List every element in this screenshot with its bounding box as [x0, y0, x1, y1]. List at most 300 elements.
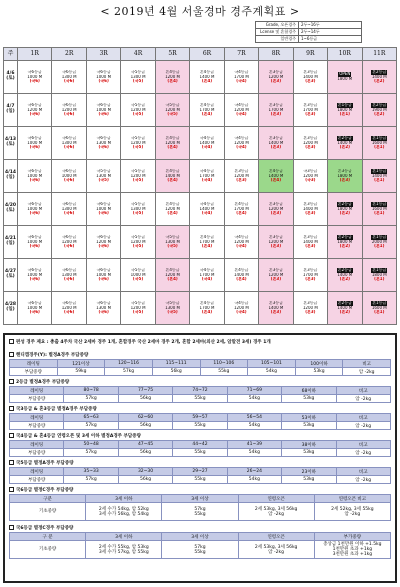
race-cell[interactable] [259, 160, 293, 193]
race-grade: 국6등급 [27, 268, 42, 273]
race-detail: 1900 M [371, 107, 387, 112]
section-heading: 국5등급 별정A경주 부담중량 [9, 460, 74, 466]
race-date: 4/28 (일) [4, 292, 18, 325]
table-cell: 총상금 1천만원 이하 +1.5kg 1천만원 초과 +1kg 3천만원 초과 +1kg [314, 541, 390, 559]
race-detail: (국6) [64, 79, 75, 84]
legend-label: Grade, 오픈경주 [256, 22, 299, 29]
race-cell[interactable] [328, 292, 362, 325]
race-cell[interactable] [121, 61, 155, 94]
race-detail: (혼4) [270, 178, 282, 183]
race-cell[interactable] [18, 292, 52, 325]
section-heading: 국3등급 & 혼3등급 별정A경주 부담중량 [9, 406, 97, 412]
table-header-cell: 레이팅 [10, 360, 58, 368]
table-cell: 부담중량 [10, 449, 64, 457]
race-detail: (혼4) [201, 310, 213, 315]
race-cell[interactable] [328, 226, 362, 259]
race-cell[interactable] [362, 259, 396, 292]
race-detail: (혼3) [305, 211, 316, 216]
table-header-cell: 38이하 [282, 441, 336, 449]
race-cell[interactable] [293, 94, 327, 127]
race-detail: (국6) [98, 112, 109, 117]
race-cell[interactable] [293, 259, 327, 292]
race-grade: 혼3등급 [303, 70, 318, 75]
race-cell[interactable] [259, 259, 293, 292]
race-detail: 1700 M [199, 239, 215, 244]
table-header-cell: 3세 이상 [162, 495, 238, 503]
race-detail: (국6) [98, 310, 109, 315]
schedule-row [4, 292, 397, 325]
race-cell[interactable] [224, 226, 258, 259]
table-cell: 56kg [118, 476, 172, 484]
race-grade: 국5등급 [131, 169, 146, 174]
race-cell[interactable] [190, 61, 224, 94]
table-header-cell: 32~30 [118, 468, 172, 476]
race-grade: 국6등급 [96, 235, 111, 240]
race-detail: (혼3) [305, 112, 316, 117]
race-cell[interactable] [293, 292, 327, 325]
schedule-header-row [4, 48, 397, 61]
table-cell: 57kg [64, 476, 118, 484]
race-grade: 국5등급 [131, 202, 146, 207]
race-grade: 혼1등급 [372, 301, 387, 306]
table-header-cell: 레이팅 [10, 441, 64, 449]
race-detail: (혼4) [201, 112, 213, 117]
race-cell[interactable] [121, 160, 155, 193]
race-cell[interactable] [362, 292, 396, 325]
race-cell[interactable] [362, 127, 396, 160]
column-header: 9R [293, 48, 327, 61]
race-cell[interactable] [86, 94, 120, 127]
schedule-row [4, 226, 397, 259]
race-detail: (국6) [64, 112, 75, 117]
table-cell: 기초중량 [10, 503, 86, 521]
race-detail: 1600 M [371, 206, 387, 211]
race-detail: (국6) [29, 79, 40, 84]
weight-table [9, 359, 391, 376]
race-detail: 1400 M [199, 140, 215, 145]
race-detail: (혼3) [270, 244, 282, 249]
race-detail: 1800 M [337, 77, 353, 81]
race-cell[interactable] [328, 193, 362, 226]
race-grade: 국6등급 [96, 136, 111, 141]
legend-label: Lcense 및 혼합경주 [256, 29, 299, 36]
race-detail: (국6) [98, 145, 109, 150]
race-grade: OPEN [339, 72, 351, 77]
race-cell[interactable] [121, 292, 155, 325]
race-grade: 국6등급 [62, 136, 77, 141]
race-detail: 1700 M [199, 272, 215, 277]
schedule-row [4, 160, 397, 193]
race-detail: (혼1) [374, 277, 385, 282]
race-cell[interactable] [155, 127, 189, 160]
race-cell[interactable] [121, 94, 155, 127]
race-detail: 1300 M [165, 239, 180, 244]
race-cell[interactable] [121, 259, 155, 292]
race-detail: 1000 M [27, 272, 43, 277]
column-header: 6R [190, 48, 224, 61]
race-detail: (국6) [98, 79, 109, 84]
race-grade: 혼3등급 [303, 103, 318, 108]
race-detail: (혼4) [201, 79, 213, 84]
legend-value: 2두~14두 [299, 29, 362, 36]
race-grade: 국6등급 [27, 169, 42, 174]
race-grade: 국6등급 [96, 202, 111, 207]
race-detail: 1000 M [27, 305, 43, 310]
race-detail: (국4) [236, 244, 247, 249]
race-cell[interactable] [52, 292, 86, 325]
race-detail: 1700 M [233, 206, 249, 211]
race-grade: 혼3등급 [303, 136, 318, 141]
race-cell[interactable] [121, 226, 155, 259]
race-date: 4/7 (일) [4, 94, 18, 127]
race-cell[interactable] [224, 292, 258, 325]
race-cell[interactable] [190, 226, 224, 259]
race-detail: 1000 M [27, 74, 43, 79]
race-detail: 1600 M [371, 305, 387, 310]
race-cell[interactable] [18, 94, 52, 127]
race-detail: 1700 M [302, 272, 318, 277]
race-detail: 1300 M [61, 272, 77, 277]
race-cell[interactable] [86, 226, 120, 259]
race-cell[interactable] [52, 127, 86, 160]
race-detail: 1200 M [130, 305, 146, 310]
race-cell[interactable] [52, 259, 86, 292]
race-cell[interactable] [18, 259, 52, 292]
race-grade: 국4등급 [199, 169, 215, 174]
race-grade: 국4등급 [234, 70, 249, 75]
race-detail: (혼1) [374, 178, 385, 183]
race-cell[interactable] [190, 160, 224, 193]
race-grade: 혼3등급 [268, 301, 283, 306]
race-grade: 혼2등급 [337, 268, 352, 273]
table-cell: 57kg 55kg [162, 541, 238, 559]
race-cell[interactable] [121, 127, 155, 160]
table-header-cell: 3세 이하 [86, 495, 162, 503]
race-detail: 1200 M [233, 173, 249, 178]
table-header-cell: 105~101 [248, 360, 296, 368]
column-header: 8R [259, 48, 293, 61]
race-detail: 1400 M [268, 173, 284, 178]
race-cell[interactable] [121, 193, 155, 226]
race-cell[interactable] [259, 226, 293, 259]
race-detail: (국6) [29, 277, 40, 282]
race-cell[interactable] [328, 127, 362, 160]
race-cell[interactable] [362, 61, 396, 94]
table-cell: 55kg [200, 368, 248, 376]
race-cell[interactable] [155, 193, 189, 226]
race-cell[interactable] [52, 193, 86, 226]
race-cell[interactable] [18, 127, 52, 160]
race-detail: (혼1) [374, 310, 385, 315]
race-grade: 혼4등급 [165, 268, 180, 273]
page-title: < 2019년 4월 서울경마 경주계획표 > [100, 5, 300, 18]
table-cell: 54kg [248, 368, 296, 376]
table-cell: 부담중량 [10, 368, 58, 376]
race-grade: 국5등급 [131, 301, 146, 306]
table-header-cell: 3세 이상 [162, 533, 238, 541]
table-header-cell: 41~39 [227, 441, 281, 449]
table-cell: 56kg [118, 395, 172, 403]
race-cell[interactable] [52, 226, 86, 259]
race-cell[interactable] [52, 61, 86, 94]
race-grade: 혼2등급 [337, 202, 352, 207]
race-date: 4/6 (토) [4, 61, 18, 94]
race-cell[interactable] [18, 160, 52, 193]
race-cell[interactable] [86, 61, 120, 94]
race-cell[interactable] [362, 226, 396, 259]
table-header-cell: 77~75 [118, 387, 172, 395]
column-header: 주 [4, 48, 18, 61]
race-detail: 1000 M [130, 272, 146, 277]
table-cell: 2세 53kg, 3세 56kg 암 -2kg [238, 503, 314, 521]
race-cell[interactable] [328, 160, 362, 193]
race-cell[interactable] [328, 94, 362, 127]
race-detail: (혼4) [201, 244, 213, 249]
table-header-cell: 비고 [336, 414, 390, 422]
table-cell: 기초중량 [10, 541, 86, 559]
race-cell[interactable] [190, 292, 224, 325]
table-cell: 55kg [173, 395, 227, 403]
race-detail: (혼4) [167, 277, 178, 282]
race-cell[interactable] [86, 193, 120, 226]
race-detail: 1400 M [371, 173, 387, 178]
race-detail: (국6) [64, 310, 75, 315]
schedule-row [4, 193, 397, 226]
race-detail: 1300 M [130, 74, 146, 79]
race-cell[interactable] [86, 292, 120, 325]
race-detail: 1400 M [302, 239, 318, 244]
race-detail: 1200 M [302, 173, 318, 178]
race-detail: 1200 M [233, 305, 249, 310]
race-cell[interactable] [224, 61, 258, 94]
race-date: 4/14 (일) [4, 160, 18, 193]
race-cell[interactable] [259, 94, 293, 127]
race-detail: (국5) [167, 310, 178, 315]
race-grade: 혼1등급 [372, 169, 387, 174]
race-cell[interactable] [259, 127, 293, 160]
race-grade: 혼4등급 [234, 268, 249, 273]
race-cell[interactable] [18, 193, 52, 226]
race-cell[interactable] [362, 160, 396, 193]
race-grade: 혼3등급 [268, 202, 283, 207]
table-header-cell: 구 분 [10, 533, 86, 541]
race-cell[interactable] [155, 226, 189, 259]
race-grade: 혼3등급 [303, 301, 318, 306]
race-detail: 1200 M [233, 107, 249, 112]
race-cell[interactable] [155, 292, 189, 325]
race-cell[interactable] [224, 259, 258, 292]
race-cell[interactable] [293, 127, 327, 160]
table-cell: 2세 53kg, 3세 56kg 암 -2kg [238, 541, 314, 559]
race-cell[interactable] [155, 259, 189, 292]
race-cell[interactable] [259, 193, 293, 226]
race-cell[interactable] [224, 94, 258, 127]
race-detail: 1300 M [165, 305, 180, 310]
race-grade: 국5등급 [131, 235, 146, 240]
race-detail: 1400 M [233, 272, 249, 277]
race-detail: (혼2) [339, 244, 350, 249]
race-cell[interactable] [190, 94, 224, 127]
table-cell: 55kg [173, 476, 227, 484]
legend-label: 일반경주 [256, 36, 299, 43]
table-header-cell: 연령오픈 [238, 533, 314, 541]
table-header-cell: 29~27 [173, 468, 227, 476]
race-detail: (혼1) [374, 244, 385, 249]
race-cell[interactable] [155, 61, 189, 94]
race-detail: (국4) [201, 211, 213, 216]
race-detail: 1300 M [61, 140, 77, 145]
race-cell[interactable] [190, 127, 224, 160]
race-detail: (혼4) [167, 211, 178, 216]
race-detail: 1200 M [61, 107, 77, 112]
race-cell[interactable] [259, 292, 293, 325]
race-grade: 혼1등급 [372, 202, 387, 207]
race-cell[interactable] [86, 160, 120, 193]
race-cell[interactable] [224, 127, 258, 160]
race-schedule-table [3, 47, 397, 325]
table-cell: 부담중량 [10, 395, 64, 403]
table-header-cell: 레이팅 [10, 468, 64, 476]
race-cell[interactable] [328, 61, 362, 94]
race-detail: (국6) [64, 244, 75, 249]
race-cell[interactable] [18, 61, 52, 94]
legend-value: 2두~16두 [299, 22, 362, 29]
race-detail: (국5) [132, 79, 144, 84]
race-detail: (혼3) [270, 277, 282, 282]
race-grade: 혼2등급 [372, 70, 387, 75]
table-cell: 56kg [152, 368, 200, 376]
table-cell: 55kg [173, 449, 227, 457]
race-grade: 국6등급 [96, 70, 111, 75]
race-detail: (국6) [98, 211, 109, 216]
race-cell[interactable] [362, 193, 396, 226]
race-detail: 1700 M [233, 74, 249, 79]
race-detail: (혼3) [270, 145, 282, 150]
section-heading: 국4등급 & 혼4등급 연령오픈 및 3세 이하 별정A경주 부담중량 [9, 433, 141, 439]
race-detail: 1200 M [268, 206, 284, 211]
race-cell[interactable] [293, 193, 327, 226]
race-cell[interactable] [18, 226, 52, 259]
table-header-cell: 부가중량 [314, 533, 390, 541]
race-detail: 1200 M [302, 140, 318, 145]
race-grade: 혼4등급 [199, 301, 215, 306]
race-date: 4/20 (토) [4, 193, 18, 226]
race-detail: (혼4) [236, 277, 247, 282]
race-grade: 혼4등급 [199, 235, 215, 240]
race-detail: 1600 M [371, 140, 387, 145]
race-cell[interactable] [293, 226, 327, 259]
table-cell: 57kg [64, 395, 118, 403]
race-cell[interactable] [86, 259, 120, 292]
race-grade: 국6등급 [27, 202, 42, 207]
race-detail: 1200 M [61, 239, 77, 244]
race-cell[interactable] [190, 193, 224, 226]
table-cell: 2세 수가 54kg, 암 52kg 3세 수가 56kg, 암 54kg [86, 503, 162, 521]
race-detail: (국6) [29, 178, 40, 183]
table-header-cell: 110~106 [200, 360, 248, 368]
race-detail: 1000 M [27, 173, 43, 178]
table-cell: 암 -2kg [336, 449, 390, 457]
race-detail: (혼3) [305, 244, 316, 249]
race-detail: (국6) [64, 211, 75, 216]
race-cell[interactable] [155, 160, 189, 193]
race-detail: (국3) [305, 178, 316, 183]
race-detail: 1800 M [337, 173, 353, 178]
race-detail: 1200 M [165, 206, 180, 211]
race-cell[interactable] [155, 94, 189, 127]
race-detail: 1700 M [302, 107, 318, 112]
race-detail: (국4) [201, 145, 213, 150]
race-detail: (혼4) [236, 211, 247, 216]
table-header-cell: 26~24 [227, 468, 281, 476]
race-grade: 국6등급 [96, 301, 111, 306]
race-detail: (혼4) [167, 178, 178, 183]
race-grade: 국3등급 [303, 169, 318, 174]
race-detail: 1300 M [96, 140, 112, 145]
race-cell[interactable] [190, 259, 224, 292]
race-detail: (혼3) [236, 178, 247, 183]
table-header-cell: 121이상 [57, 360, 105, 368]
table-cell: 54kg [227, 476, 281, 484]
race-cell[interactable] [362, 94, 396, 127]
schedule-row [4, 259, 397, 292]
race-grade: 국6등급 [27, 301, 42, 306]
race-grade: 국4등급 [234, 103, 249, 108]
race-grade: 국5등급 [96, 169, 111, 174]
race-cell[interactable] [259, 61, 293, 94]
race-cell[interactable] [328, 259, 362, 292]
race-grade: 국5등급 [131, 103, 146, 108]
race-grade: 국5등급 [165, 301, 180, 306]
section-heading: 국6등급 별정C경주 부담중량 [9, 487, 73, 493]
race-cell[interactable] [224, 160, 258, 193]
weight-table [9, 467, 391, 484]
race-detail: 1400 M [371, 74, 387, 79]
race-grade: 국5등급 [165, 103, 180, 108]
race-cell[interactable] [293, 61, 327, 94]
race-detail: 1400 M [302, 74, 318, 79]
race-cell[interactable] [224, 193, 258, 226]
table-header-cell: 115~111 [152, 360, 200, 368]
race-detail: (국5) [167, 112, 178, 117]
race-detail: (국6) [29, 310, 40, 315]
weight-rules-panel [3, 333, 397, 583]
race-detail: (국4) [236, 310, 247, 315]
race-grade: 국6등급 [62, 202, 77, 207]
race-detail: 1400 M [165, 173, 180, 178]
table-header-cell: 23이하 [282, 468, 336, 476]
race-detail: 1200 M [165, 140, 180, 145]
race-detail: (국6) [64, 145, 75, 150]
race-cell[interactable] [52, 160, 86, 193]
race-grade: 국5등급 [131, 136, 146, 141]
table-header-cell: 3세 이하 [86, 533, 162, 541]
race-detail: (국5) [132, 244, 144, 249]
race-detail: 1200 M [165, 272, 180, 277]
race-detail: (혼2) [339, 145, 350, 150]
race-cell[interactable] [293, 160, 327, 193]
race-cell[interactable] [86, 127, 120, 160]
race-cell[interactable] [52, 94, 86, 127]
table-cell: 암 -2kg [336, 395, 390, 403]
race-detail: (국6) [29, 244, 40, 249]
race-detail: 1000 M [96, 107, 112, 112]
table-header-cell: 35~33 [64, 468, 118, 476]
race-detail: (국5) [132, 211, 144, 216]
race-detail: (혼4) [167, 79, 178, 84]
race-detail: (혼1) [339, 112, 350, 117]
table-header-cell: 62~60 [118, 414, 172, 422]
